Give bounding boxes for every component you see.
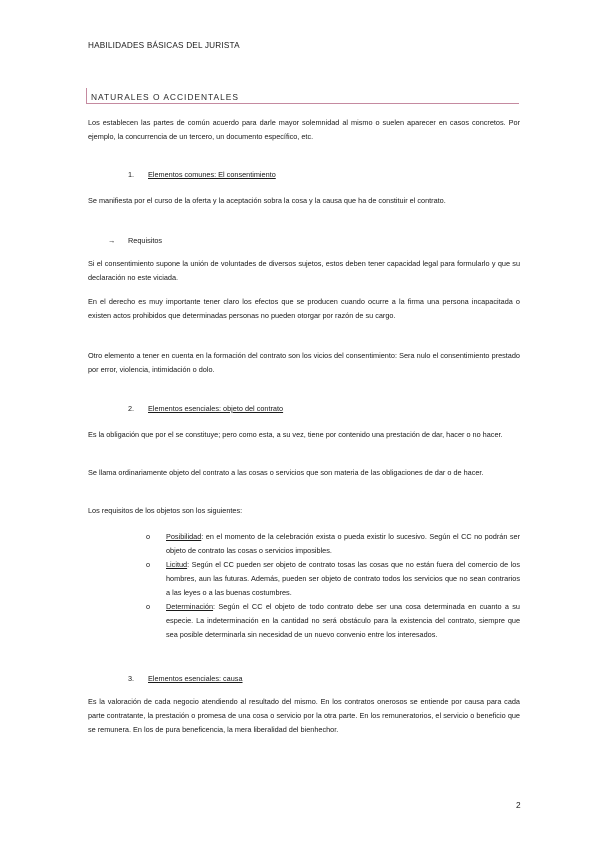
- paragraph-8: Es la valoración de cada negocio atendiendo al resultado del mismo. En los contratos onerosos se entiende por causa para cada parte contratante, la prestación o promesa de una cosa o servicio por la otra parte. En los remuneratorios, el servicio o beneficio que se remunera. En los de pura beneficencia, la mera liberalidad del bienhechor.: [88, 697, 520, 734]
- paragraph-7: Los requisitos de los objetos son los siguientes:: [88, 506, 243, 515]
- paragraph-3: En el derecho es muy importante tener claro los efectos que se producen cuando ocurre a la firma una persona incapacitada o existen actos prohibidos que determinadas personas no pueden otorgar por razón de su cargo.: [88, 297, 520, 320]
- list-item-determinacion: [148, 600, 520, 642]
- heading-consentimiento: [128, 170, 276, 179]
- requisitos-item: [108, 236, 162, 245]
- bullet-term: Licitud: [166, 560, 188, 569]
- section-title: NATURALES O ACCIDENTALES: [86, 88, 519, 104]
- paragraph-1: Se manifiesta por el curso de la oferta y la aceptación sobra la cosa y la causa que ha de constituir el contrato.: [88, 196, 446, 205]
- heading-text: Elementos esenciales: causa: [148, 674, 243, 683]
- heading-text: Elementos comunes: El consentimiento: [148, 170, 276, 179]
- paragraph-5: Es la obligación que por el se constituye; pero como esta, a su vez, tiene por contenido una prestación de dar, hacer o no hacer.: [88, 430, 503, 439]
- bullet-text: : Según el CC el objeto de todo contrato debe ser una cosa determinada en cuanto a su especie. La indeterminación en la cantidad no será obstáculo para la existencia del contrato, siempre que sea posible determinarla sin necesidad de un nuevo convenio entre los interesados.: [166, 602, 520, 639]
- heading-number: 2.: [128, 404, 135, 413]
- bullet-icon: o: [146, 602, 151, 611]
- heading-causa: [128, 674, 243, 683]
- paragraph-2: Si el consentimiento supone la unión de voluntades de diversos sujetos, estos deben tener capacidad legal para formularlo y que su declaración no este viciada.: [88, 259, 520, 282]
- page-number: 2: [516, 800, 521, 810]
- bullet-term: Posibilidad: [166, 532, 202, 541]
- arrow-right-icon: →: [108, 236, 116, 245]
- heading-number: 3.: [128, 674, 135, 683]
- heading-objeto: [128, 404, 283, 413]
- paragraph-4: Otro elemento a tener en cuenta en la formación del contrato son los vicios del consentimiento: Sera nulo el consentimiento prestado por error, violencia, intimidación o dolo.: [88, 351, 520, 374]
- bullet-text: : Según el CC pueden ser objeto de contrato tosas las cosas que no están fuera del comercio de los hombres, aun las futuras. Además, pueden ser objeto de contrato todos los servicios que no sean contrarios a las leyes o a las buenas costumbres.: [166, 560, 520, 597]
- heading-number: 1.: [128, 170, 135, 179]
- intro-paragraph: Los establecen las partes de común acuerdo para darle mayor solemnidad al mismo o suelen aparecer en casos concretos. Por ejemplo, la concurrencia de un tercero, un documento específico, etc.: [88, 118, 520, 141]
- running-header: HABILIDADES BÁSICAS DEL JURISTA: [88, 41, 240, 50]
- bullet-icon: o: [146, 560, 151, 569]
- paragraph-6: Se llama ordinariamente objeto del contrato a las cosas o servicios que son materia de las obligaciones de dar o de hacer.: [88, 468, 484, 477]
- bullet-icon: o: [146, 532, 151, 541]
- list-item-licitud: [148, 558, 520, 600]
- bullet-text: : en el momento de la celebración exista o pueda existir lo sucesivo. Según el CC no podrán ser objeto de contrato las cosas o servicios imposibles.: [166, 532, 520, 555]
- bullet-term: Determinación: [166, 602, 214, 611]
- list-item-posibilidad: [148, 530, 520, 558]
- requisitos-label: Requisitos: [128, 236, 163, 245]
- heading-text: Elementos esenciales: objeto del contrato: [148, 404, 284, 413]
